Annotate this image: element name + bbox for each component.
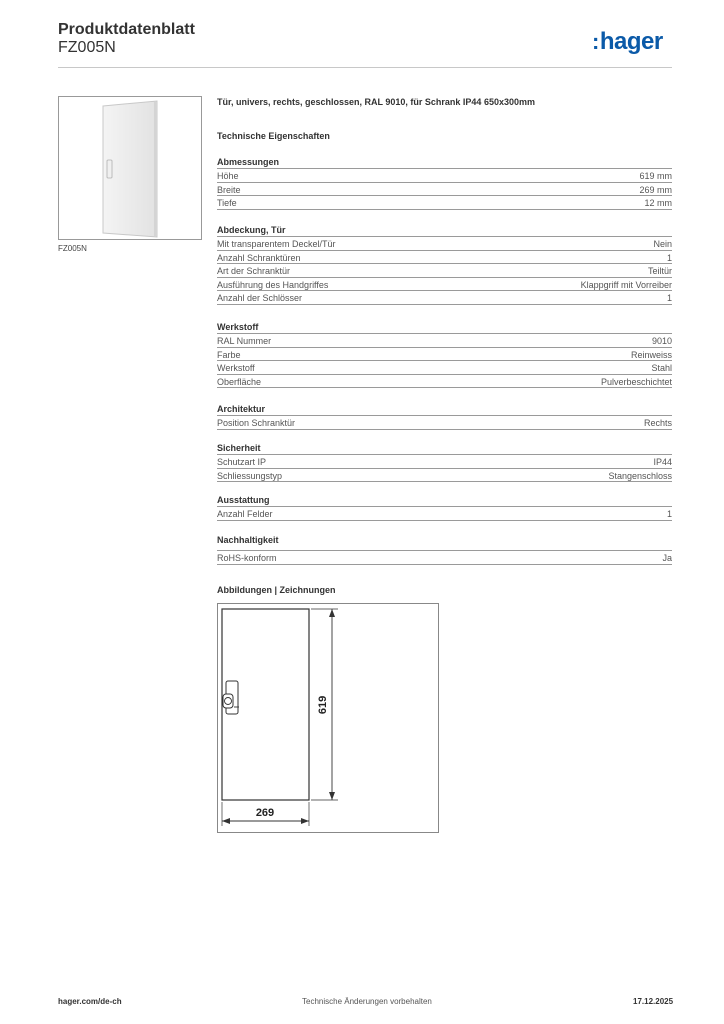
row-label: Position Schranktür [217,418,296,428]
table-row [217,182,672,196]
table-row [217,236,672,250]
section-title: Sicherheit [217,443,261,453]
product-code: FZ005N [58,39,116,56]
table-row [217,263,672,277]
hager-logo [592,28,663,56]
row-label: Mit transparentem Deckel/Tür [217,239,336,249]
row-label: Tiefe [217,198,237,208]
section-title: Nachhaltigkeit [217,535,279,545]
table-row [217,374,672,389]
product-image [58,96,202,240]
row-value: Reinweiss [630,349,672,360]
section-equipment [217,494,672,521]
table-row [217,290,672,305]
row-label: Anzahl Felder [217,509,273,519]
table-row [217,250,672,264]
height-dimension-label: 619 [317,695,329,715]
row-label: Schliessungstyp [217,470,283,481]
table-row [217,454,672,468]
row-value: Pulverbeschichtet [600,376,672,387]
section-title: Ausstattung [217,495,270,505]
table-row [217,468,672,483]
technical-properties-heading: Technische Eigenschaften [217,131,330,141]
row-value: 12 mm [644,198,672,208]
section-cover-door [217,224,672,305]
row-label: Höhe [217,171,239,181]
row-value: Rechts [643,418,672,428]
row-label: Breite [217,184,241,195]
row-label: Schutzart IP [217,457,267,467]
door-dimension-drawing-icon [218,604,438,832]
row-value: Klappgriff mit Vorreiber [580,279,672,290]
row-value: IP44 [653,457,672,467]
logo-text: hager [599,28,663,55]
row-label: Anzahl der Schlösser [217,293,303,303]
section-architecture [217,403,672,430]
section-material [217,321,672,388]
page-title: Produktdatenblatt [58,21,195,38]
width-dimension-label: 269 [255,807,275,819]
row-label: Werkstoff [217,363,255,373]
row-label: RoHS-konform [217,553,277,563]
row-value: Ja [662,553,672,563]
row-value: Teiltür [647,266,672,276]
row-label: Ausführung des Handgriffes [217,279,329,290]
footer-website-link[interactable]: hager.com/de-ch [58,997,122,1006]
section-sustainability [217,534,672,565]
row-value: Stahl [651,363,672,373]
row-value: 9010 [651,336,672,346]
figures-heading: Abbildungen | Zeichnungen [217,585,336,595]
row-label: Farbe [217,349,241,360]
row-label: RAL Nummer [217,336,272,346]
row-value: Stangenschloss [608,470,672,481]
door-photo-icon [59,97,201,239]
footer-notice: Technische Änderungen vorbehalten [302,997,432,1006]
section-title: Architektur [217,404,266,414]
section-dimensions [217,156,672,210]
image-caption: FZ005N [58,244,87,253]
table-row [217,360,672,374]
table-row [217,333,672,347]
table-row [217,415,672,430]
row-value: 1 [666,509,672,519]
row-value: 269 mm [639,184,672,195]
row-value: 619 mm [639,171,672,181]
row-label: Art der Schranktür [217,266,291,276]
footer-date: 17.12.2025 [633,997,674,1006]
table-row [217,168,672,182]
logo-dots-icon: : [592,29,599,54]
header-divider [58,67,672,68]
section-title: Abdeckung, Tür [217,225,286,235]
table-row [217,347,672,361]
row-label: Oberfläche [217,376,262,387]
section-title: Werkstoff [217,322,259,332]
row-value: 1 [666,293,672,303]
section-title: Abmessungen [217,157,280,167]
table-row [217,506,672,521]
table-row [217,277,672,291]
product-description: Tür, univers, rechts, geschlossen, RAL 9010, für Schrank IP44 650x300mm [217,97,535,107]
technical-drawing [217,603,439,833]
section-safety [217,442,672,482]
table-row [217,195,672,210]
row-value: 1 [666,252,672,263]
table-row [217,550,672,565]
row-label: Anzahl Schranktüren [217,252,301,263]
row-value: Nein [653,239,672,249]
